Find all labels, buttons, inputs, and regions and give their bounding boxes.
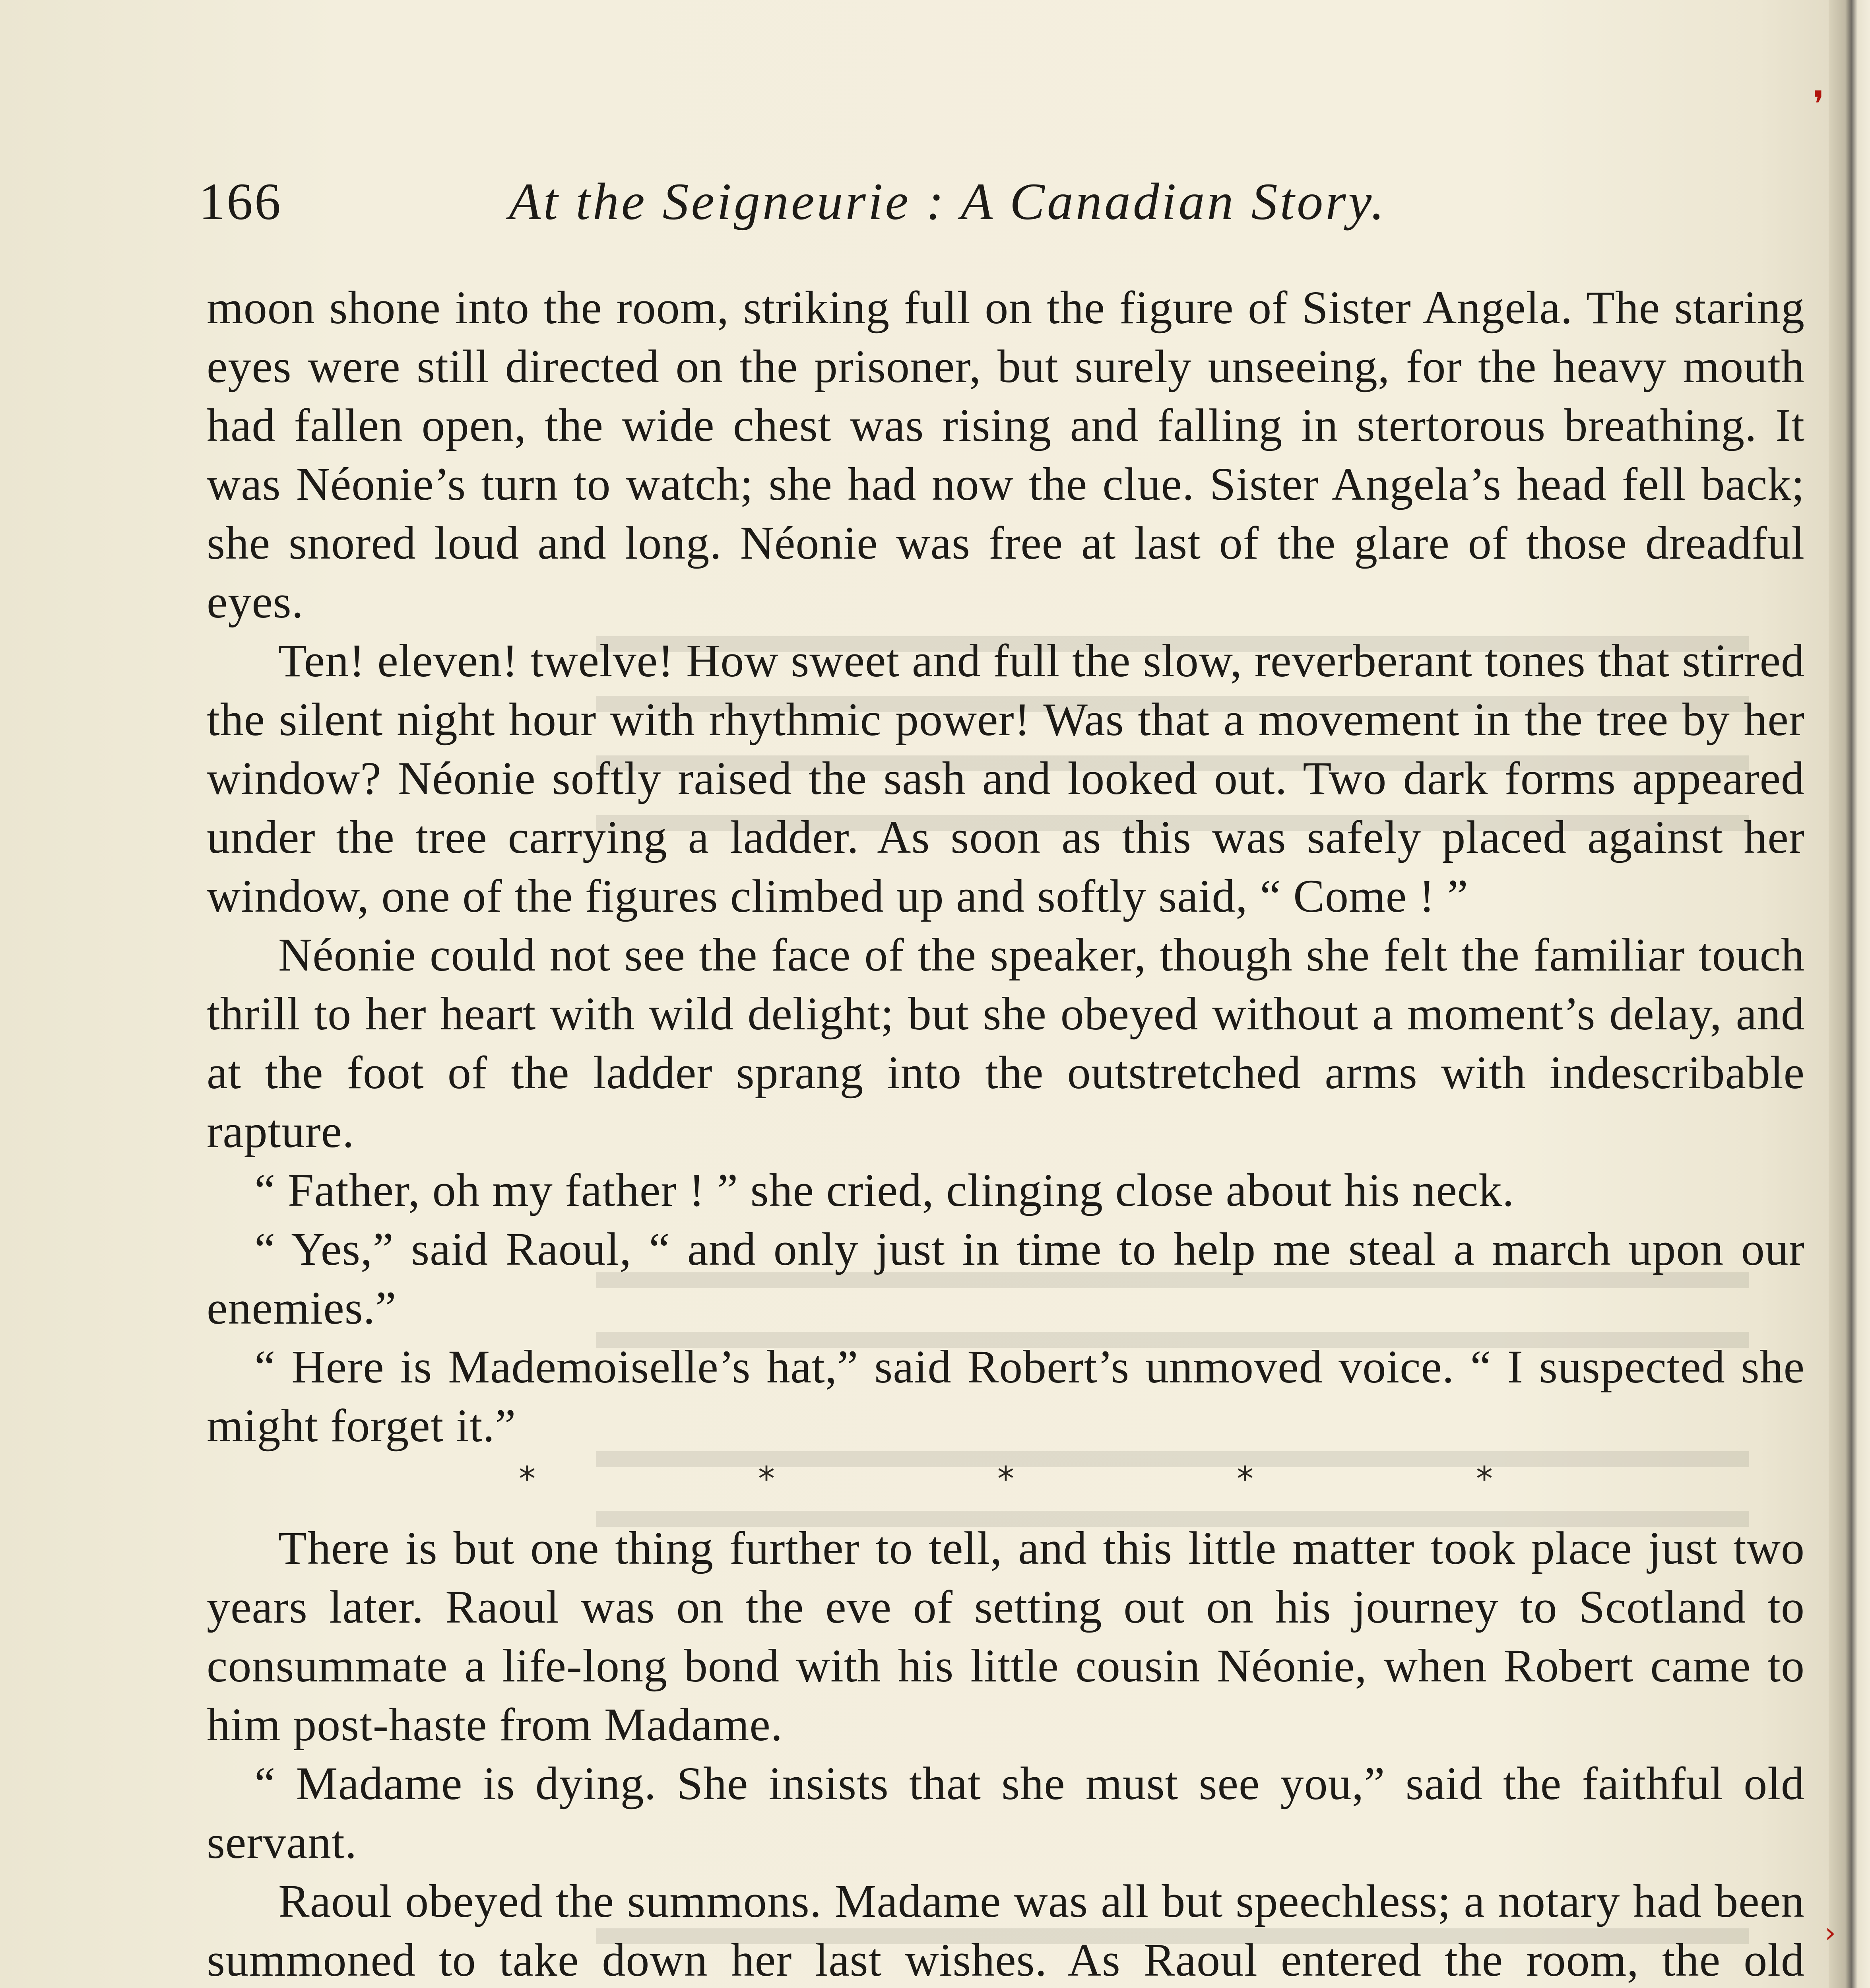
margin-mark-icon: › bbox=[1825, 1916, 1836, 1949]
body-text bbox=[207, 278, 1805, 1988]
section-break bbox=[207, 1455, 1805, 1519]
paragraph: “ Father, oh my father ! ” she cried, clinging close about his neck. bbox=[254, 1164, 1515, 1216]
paragraph: There is but one thing further to tell, and this little matter took place just two years later. Raoul was on the eve of setting out on his journey to Scotland to consummate a life-long bond with his little cousin Néonie, when Robert came to him post-haste from Madame. bbox=[207, 1522, 1805, 1751]
paragraph: Néonie could not see the face of the speaker, though she felt the familiar touch thrill to her heart with wild delight; but she obeyed without a moment’s delay, and at the foot of the ladder sprang into the outstretched arms with indescribable rapture. bbox=[207, 929, 1805, 1157]
asterisk: * bbox=[1237, 1459, 1253, 1498]
asterisk: * bbox=[519, 1459, 535, 1498]
paragraph: “ Madame is dying. She insists that she must see you,” said the faithful old servant. bbox=[207, 1757, 1805, 1868]
asterisk: * bbox=[1476, 1459, 1493, 1498]
paragraph: moon shone into the room, striking full on the figure of Sister Angela. The staring eyes were still directed on the prisoner, but surely unseeing, for the heavy mouth had fallen open, the wide chest was rising and falling in stertorous breathing. It was Néonie’s turn to watch; she had now the clue. Sister Angela’s head fell back; she snored loud and long. Néonie was free at last of the glare of those dreadful eyes. bbox=[207, 282, 1805, 628]
asterisk: * bbox=[758, 1459, 775, 1498]
asterisk: * bbox=[997, 1459, 1014, 1498]
binding-gutter bbox=[1829, 0, 1870, 1988]
margin-mark-icon: ❜ bbox=[1813, 83, 1825, 125]
paragraph: Ten! eleven! twelve! How sweet and full the slow, reverberant tones that stirred the silent night hour with rhythmic power! Was that a movement in the tree by her window? Néonie softly raised the sash and looked out. Two dark forms appeared under the tree carrying a ladder. As soon as this was safely placed against her window, one of the figures climbed up and softly said, “ Come ! ” bbox=[207, 635, 1805, 922]
paragraph: Raoul obeyed the summons. Madame was all but speechless; a notary had been summoned to take down her last wishes. As Raoul entered the room, the old bbox=[207, 1875, 1805, 1986]
page-number: 166 bbox=[199, 172, 282, 231]
running-head: At the Seigneurie : A Canadian Story. bbox=[509, 172, 1387, 231]
paragraph: “ Here is Mademoiselle’s hat,” said Robert’s unmoved voice. “ I suspected she might forget it.” bbox=[207, 1341, 1805, 1452]
paragraph: “ Yes,” said Raoul, “ and only just in time to help me steal a march upon our enemies.” bbox=[207, 1223, 1805, 1334]
page-header bbox=[199, 171, 1773, 262]
